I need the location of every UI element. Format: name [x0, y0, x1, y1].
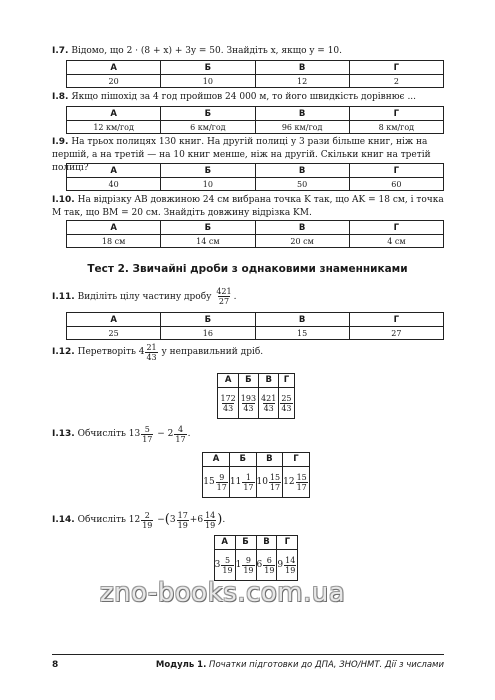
fraction: [177, 511, 189, 530]
option-d-header: Г: [279, 374, 294, 388]
question-number: I.9.: [52, 137, 69, 147]
question-i13: I.13. Обчисліть 13 $\frac{5}{17}$ − 2 $\frac{4}{17}$ .: [52, 425, 191, 444]
operator: +: [189, 515, 198, 525]
operator: −: [157, 429, 165, 439]
right-paren: ): [217, 512, 223, 527]
option-a-value: [218, 388, 238, 419]
option-c-value: 15: [255, 327, 349, 340]
mixed-number: [197, 511, 217, 530]
denominator: 19: [177, 521, 188, 530]
denominator: 43: [263, 403, 274, 413]
denominator: 19: [264, 565, 275, 575]
mixed-number: [129, 425, 155, 444]
question-text: На відрізку AB довжиною 24 см вибрана точка K так, що AK = 18 см, і точка M так, що BM = 20 см. Знайдіть довжину відрізка KM.: [52, 195, 444, 218]
question-i11: I.11. Виділіть цілу частину дробу $\frac{421}{27}$ .: [52, 287, 237, 306]
question-number: I.13.: [52, 429, 75, 439]
option-c-header: В: [256, 536, 277, 550]
numerator: 15: [296, 472, 307, 482]
option-d-header: Г: [349, 61, 443, 75]
option-d-value: [279, 388, 294, 419]
numerator: 15: [269, 472, 281, 482]
numerator: 172: [220, 393, 236, 403]
option-d-value: 27: [349, 327, 443, 340]
option-a-header: А: [67, 61, 161, 75]
denominator: 17: [269, 482, 281, 492]
answer-table-i14: [67, 535, 445, 581]
option-d-header: Г: [349, 221, 443, 235]
fraction: [215, 287, 232, 306]
question-text-end: у неправильний дріб.: [161, 347, 264, 357]
whole-part: 6: [256, 559, 263, 570]
denominator: 43: [243, 403, 254, 413]
mixed-number: [236, 556, 256, 575]
numerator: 25: [281, 393, 292, 403]
fraction: [280, 394, 292, 413]
numerator: 17: [177, 511, 188, 520]
whole-part: 12: [283, 476, 295, 487]
option-a-value: 12 км/год: [67, 121, 161, 134]
fraction: [145, 343, 157, 362]
option-d-value: [283, 467, 310, 498]
whole-part: 9: [277, 559, 284, 570]
numerator: 421: [216, 287, 232, 296]
option-d-header: Г: [283, 453, 310, 467]
whole-part: 1: [235, 559, 242, 570]
mixed-number: [257, 556, 277, 575]
running-footer: [156, 660, 444, 670]
fraction: [242, 556, 254, 575]
whole-part: 4: [138, 347, 145, 357]
question-i14: I.14. Обчисліть 12 $\frac{2}{19}$ −( 3 $\frac{17}{19}$ + 6 $\frac{14}{19}$ ).: [52, 511, 226, 530]
option-b-value: 10: [161, 75, 255, 88]
mixed-number: [170, 511, 190, 530]
option-c-value: 12: [255, 75, 349, 88]
option-a-header: А: [67, 164, 161, 178]
denominator: 43: [223, 403, 234, 413]
option-b-value: [238, 388, 258, 419]
question-text: На трьох полицях 130 книг. На другій полиці у 3 рази більше книг, ніж на першій, а на третій — на 10 книг менше, ніж на другій. Скільки книг на третій полиці?: [52, 137, 431, 173]
numerator: 5: [224, 555, 231, 565]
whole-part: 6: [197, 515, 204, 525]
mixed-number: [215, 556, 235, 575]
page-number: 8: [52, 660, 59, 670]
mixed-number: [257, 473, 283, 492]
option-d-header: Г: [349, 313, 443, 327]
mixed-number: [129, 511, 155, 530]
option-a-value: 18 см: [67, 235, 161, 248]
option-d-value: 60: [349, 178, 443, 191]
option-c-header: В: [255, 221, 349, 235]
numerator: 421: [261, 393, 277, 403]
denominator: 17: [243, 482, 254, 492]
denominator: 43: [146, 353, 157, 362]
mixed-number: [139, 343, 159, 362]
question-number: I.8.: [52, 92, 69, 102]
question-i8: [52, 91, 444, 104]
fraction: [242, 473, 254, 492]
numerator: 5: [144, 425, 150, 434]
option-c-value: [256, 467, 283, 498]
question-i7: [52, 45, 444, 58]
whole-part: 3: [214, 559, 221, 570]
option-a-header: А: [218, 374, 238, 388]
denominator: 27: [218, 297, 230, 306]
mixed-number: [230, 473, 256, 492]
numerator: 193: [240, 393, 257, 403]
denominator: 17: [296, 482, 307, 492]
option-b-value: 14 см: [161, 235, 255, 248]
footer-divider: [52, 654, 444, 655]
fraction: [141, 425, 153, 444]
answer-table-i12: [67, 373, 445, 419]
denominator: 19: [142, 521, 153, 530]
mixed-number: [283, 473, 309, 492]
question-number: I.7.: [52, 46, 69, 56]
numerator: 9: [245, 555, 251, 565]
question-text: Відомо, що 2 · (8 + x) + 3y = 50. Знайдіть x, якщо y = 10.: [71, 46, 343, 56]
numerator: 14: [285, 555, 296, 565]
fraction: [260, 394, 277, 413]
option-c-value: 50: [255, 178, 349, 191]
answer-table-i9: [66, 163, 444, 191]
denominator: 19: [285, 565, 296, 575]
answer-table-i10: [66, 220, 444, 248]
numerator: 1: [245, 472, 251, 482]
option-a-value: [203, 467, 230, 498]
numerator: 9: [219, 472, 225, 482]
option-d-header: Г: [349, 107, 443, 121]
question-number: I.14.: [52, 515, 75, 525]
denominator: 19: [222, 565, 233, 575]
option-a-value: 25: [67, 327, 161, 340]
fraction: [141, 511, 153, 530]
numerator: 6: [266, 555, 272, 565]
answer-table-i7: [66, 60, 444, 88]
whole-part: 3: [169, 515, 176, 525]
option-c-header: В: [259, 374, 279, 388]
denominator: 43: [281, 403, 292, 413]
option-b-value: [235, 550, 256, 581]
watermark: zno-books.com.ua: [100, 578, 346, 608]
fraction: [269, 473, 281, 492]
option-c-header: В: [255, 61, 349, 75]
question-text: Виділіть цілу частину дробу: [77, 292, 212, 302]
option-b-header: Б: [161, 164, 255, 178]
module-label: Модуль 1.: [155, 660, 207, 670]
option-a-value: 40: [67, 178, 161, 191]
fraction: [263, 556, 275, 575]
question-number: I.12.: [52, 347, 75, 357]
option-b-header: Б: [235, 536, 256, 550]
denominator: 17: [175, 435, 186, 444]
option-b-header: Б: [161, 313, 255, 327]
whole-part: 11: [229, 476, 242, 487]
question-number: I.10.: [52, 195, 75, 205]
test-title: Тест 2. Звичайні дроби з однаковими знаменниками: [87, 263, 408, 275]
numerator: 14: [205, 511, 216, 520]
answer-table-i11: [66, 312, 444, 340]
option-c-header: В: [255, 164, 349, 178]
operator: −: [157, 515, 165, 525]
option-c-value: 96 км/год: [255, 121, 349, 134]
option-c-value: [256, 550, 277, 581]
left-paren: (: [164, 512, 170, 527]
option-b-header: Б: [161, 61, 255, 75]
option-c-value: [259, 388, 279, 419]
whole-part: 15: [203, 476, 215, 487]
option-b-value: 6 км/год: [161, 121, 255, 134]
question-text: Обчисліть: [77, 515, 126, 525]
fraction: [221, 556, 233, 575]
option-d-value: [277, 550, 298, 581]
question-i10: [52, 194, 444, 220]
fraction: [216, 473, 228, 492]
answer-table-i13: [67, 452, 445, 498]
option-b-value: [229, 467, 256, 498]
denominator: 17: [142, 435, 153, 444]
option-d-header: Г: [277, 536, 298, 550]
option-a-header: А: [67, 107, 161, 121]
mixed-number: [277, 556, 297, 575]
fraction: [296, 473, 308, 492]
option-d-value: 4 см: [349, 235, 443, 248]
numerator: 4: [177, 425, 184, 434]
option-a-value: 20: [67, 75, 161, 88]
fraction: [240, 394, 257, 413]
denominator: 19: [243, 565, 254, 575]
module-subtitle: Початки підготовки до ДПА, ЗНО/НМТ. Дії з числами: [209, 660, 444, 670]
option-b-value: 10: [161, 178, 255, 191]
option-b-header: Б: [161, 221, 255, 235]
option-b-header: Б: [238, 374, 258, 388]
numerator: 21: [146, 343, 157, 352]
fraction: [284, 556, 296, 575]
answer-table-i8: [66, 106, 444, 134]
numerator: 2: [144, 511, 150, 520]
option-d-value: 8 км/год: [349, 121, 443, 134]
option-c-value: 20 см: [255, 235, 349, 248]
option-b-header: Б: [161, 107, 255, 121]
option-a-value: [214, 550, 235, 581]
option-d-value: 2: [349, 75, 443, 88]
whole-part: 13: [128, 429, 141, 439]
whole-part: 12: [128, 515, 141, 525]
option-c-header: В: [256, 453, 283, 467]
fraction: [174, 425, 186, 444]
fraction: [204, 511, 216, 530]
option-a-header: А: [203, 453, 230, 467]
denominator: 17: [216, 482, 227, 492]
question-text: Якщо пішохід за 4 год пройшов 24 000 м, то його швидкість дорівнює ...: [71, 92, 417, 102]
fraction: [219, 394, 236, 413]
option-d-header: Г: [349, 164, 443, 178]
option-a-header: А: [214, 536, 235, 550]
question-text: Перетворіть: [77, 347, 136, 357]
mixed-number: [168, 425, 188, 444]
option-c-header: В: [255, 313, 349, 327]
option-a-header: А: [67, 221, 161, 235]
whole-part: 2: [167, 429, 174, 439]
whole-part: 10: [256, 476, 268, 487]
question-text: Обчисліть: [77, 429, 126, 439]
option-a-header: А: [67, 313, 161, 327]
mixed-number: [203, 473, 229, 492]
question-number: I.11.: [52, 292, 75, 302]
option-c-header: В: [255, 107, 349, 121]
option-b-header: Б: [229, 453, 256, 467]
question-i12: [52, 343, 444, 362]
option-b-value: 16: [161, 327, 255, 340]
denominator: 19: [205, 521, 216, 530]
